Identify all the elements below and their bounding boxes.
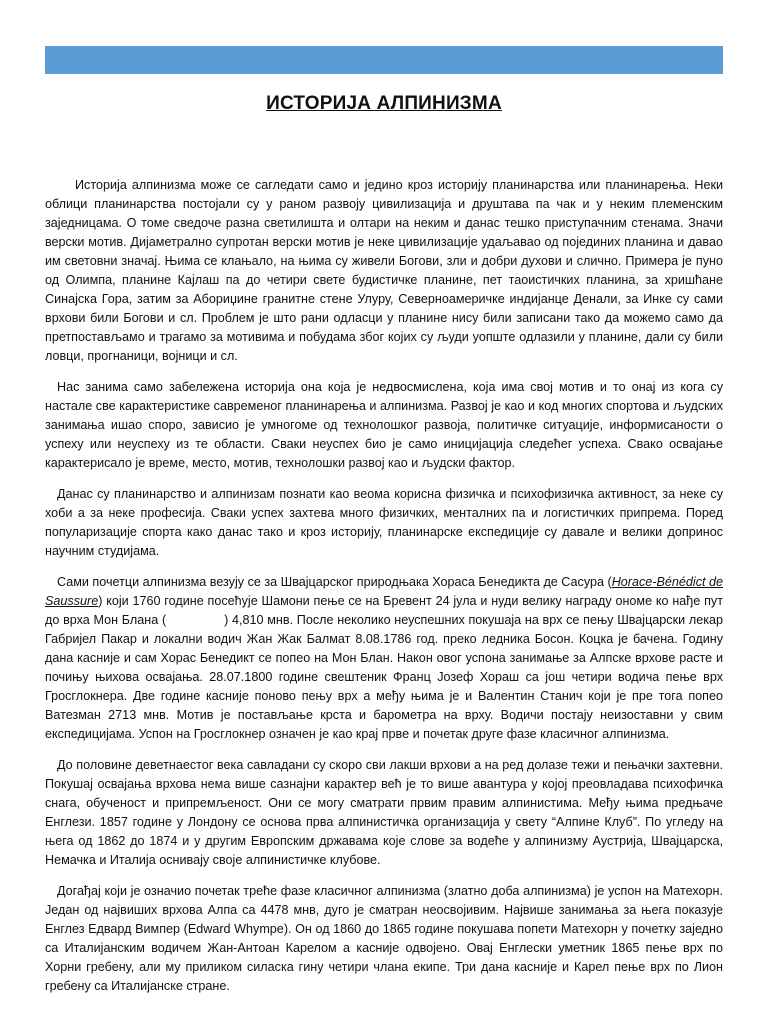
paragraph-6: Догађај који је означио почетак треће фазе класичног алпинизма (златно доба алпинизма) је успон на Матехорн. Један од највиших врхова Алпа са 4478 мнв, дуго је сматран неосвојивим. Највише занимања за њега показује Енглез Едвард Вимпер (Edward Whympe). Он од 1860 до 1865 године покушава попети Матехорн у почетку заједно са Италијанским водичем Жан-Антоан Карелом а касније одвојено. Овај Енглески уметник 1865 пење врх по Хорни гребену, али му приликом силаска гину четири члана екипе. Три дана касније и Карел пење врх по Лион гребену са Италијанске стране. — [45, 884, 723, 993]
paragraph-4-part-c: ) 4,810 мнв. После неколико неуспешних покушаја на врх се пењу Швајцарски лекар Габријел Пакар и локални водич Жан Жак Балмат 8.08.1786 год. преко ледника Босон. Коцка је бачена. Годину дана касније и сам Хорас Бенедикт се попео на Мон Блан. Након овог успона занимање за Алпске врхове расте и почињу њихова освајања. 28.07.1800 године свештеник Франц Јозеф Хораш са још четири водича пење врх Гросглокнера. Две године касније поново пењу врх а међу њима је и Валентин Станич који је пре тога попео Ватезман 2713 мнв. Мотив је постављање крста и барометра на врху. Водичи постају неизоставни у свим експедицијама. Успон на Гросглокнер означен је као крај прве и почетак друге фазе класичног алпинизма. — [45, 613, 724, 741]
paragraph-4 — [45, 573, 723, 744]
paragraph-5: До половине деветнаестог века савладани су скоро сви лакши врхови а на ред долазе тежи и пењачки захтевни. Покушај освајања врхова нема више сазнајни карактер већ је то више авантура у којој преовладава психофичка снага, обученост и припремљеност. Они се могу сматрати првим правим алпинистима. Међу њима предњаче Енглези. 1857 године у Лондону се основа прва алпинистичка организација у свету “Алпине Клуб”. По угледу на њега од 1862 до 1874 и у другим Европским државама које слове за водеће у алпинизму Аустрија, Швајцарска, Немачка и Италија оснивају своје алпинистичке клубове. — [45, 758, 723, 867]
document-title: ИСТОРИЈА АЛПИНИЗМА — [266, 93, 502, 114]
paragraph-3: Данас су планинарство и алпинизам познати као веома корисна физичка и психофизичка активност, за неке су хоби а за неке професија. Сваки успех захтева много физичких, менталних па и логистичких припрема. Поред популаризације спорта како данас тако и кроз историју, планинарске експедиције су давале и велики допринос научним студијама. — [45, 487, 723, 558]
header-color-bar — [45, 46, 723, 74]
paragraph-1: Историја алпинизма може се сагледати само и једино кроз историју планинарства или планинарења. Неки облици планинарства постојали су у раном развоју цивилизација и друштава па чак и у неким племенским заједницама. О томе сведоче разна светилишта и олтари на неким и данас тешко приступачним стенама. Значи верски мотив. Дијаметрално супротан верски мотив је неке цивилизације удаљавао од појединих планина и давао им световни значај. Њима се клањало, на њима су живели Богови, зли и добри духови и слично. Примера је пуно од Олимпа, планине Кајлаш па до четири свете будистичке планине, пет таоистичких планина, за хришћане Синајска Гора, затим за Абориџине гранитне стене Улуру, Северноамеричке индијанце Денали, за Инке су сами врхови били Богови и сл. Проблем је што рани одласци у планине нису били записани тако да можемо само да претпостављамо и трагамо за мотивима и побудама због којих су људи уопште одлазили у планине, дали су били ловци, прогнаници, војници и сл. — [45, 178, 723, 363]
paragraph-4-part-a: Сами почетци алпинизма везују се за Швајцарског природњака Хораса Бенедикта де Сасура ( — [57, 575, 612, 589]
document-body — [45, 176, 723, 996]
saussure-citation-link[interactable]: Horace-Bénédict de Saussure — [45, 575, 724, 608]
paragraph-4-part-b: ) који 1760 године посећује Шамони пење се на Бревент 24 јула и нуди велику награду ономе ко нађе пут до врха Мон Блана ( — [45, 594, 723, 627]
paragraph-2: Нас занима само забележена историја она која је недвосмислена, која има свој мотив и то онај из кога су настале све карактеристике савременог планинарења и алпинизма. Развој је као и код многих спортова и људских занимања ишао споро, зависио је умногоме од технолошког развоја, политичке ситуације, информисаности о успеху или неуспеху из те области. Сваки неуспех био је само иницијација следећег успеха. Свако освајање карактерисало је време, место, мотив, технолошки развој као и људски фактор. — [45, 380, 723, 470]
